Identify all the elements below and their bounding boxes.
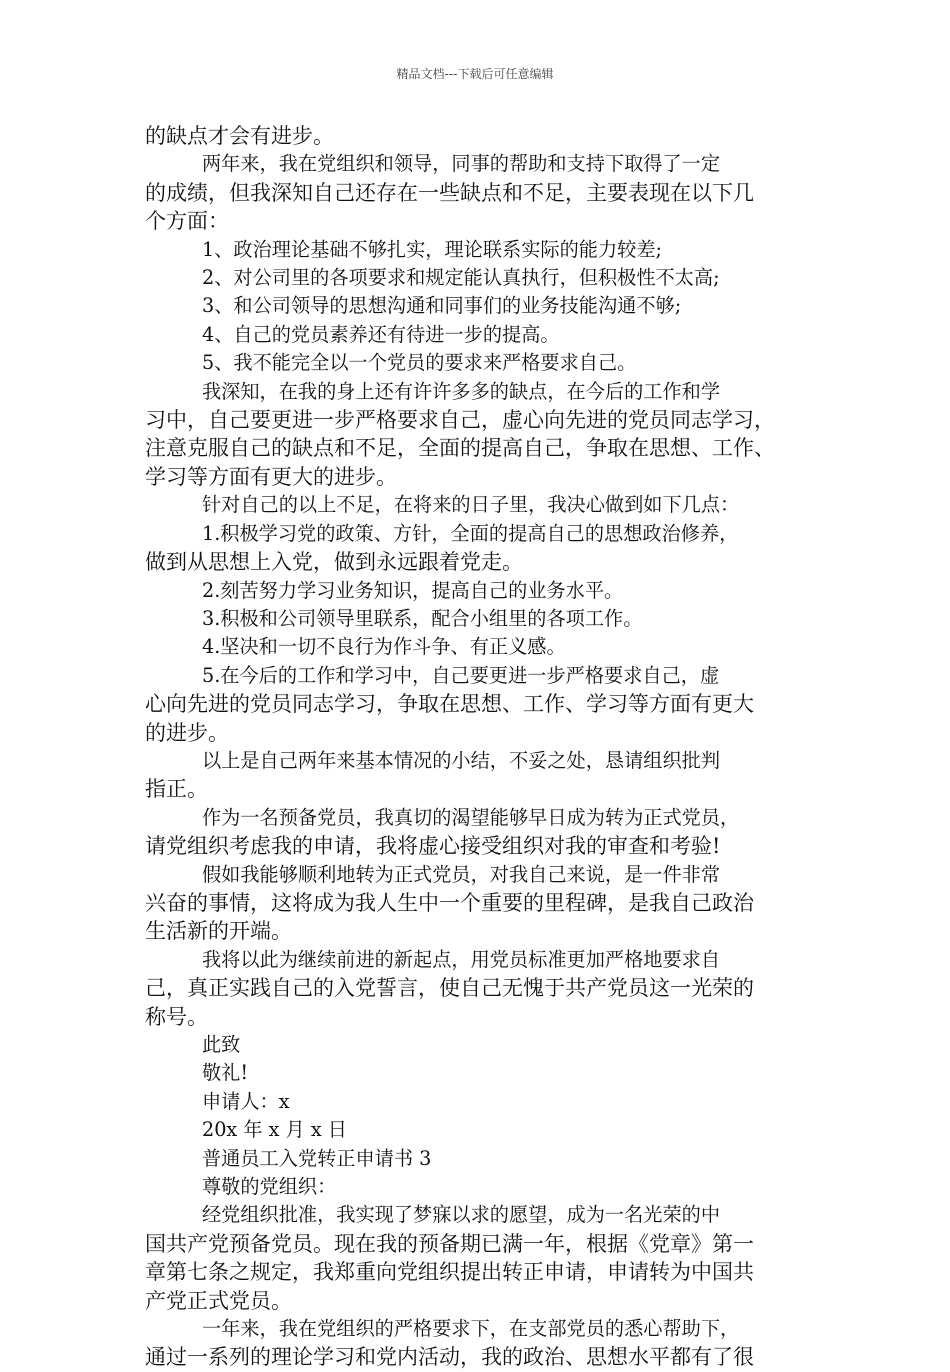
text-line: 针对自己的以上不足，在将来的日子里，我决心做到如下几点： (202, 493, 740, 517)
text-line: 学习等方面有更大的进步。 (145, 464, 397, 489)
text-line: 注意克服自己的缺点和不足，全面的提高自己，争取在思想、工作、 (145, 436, 775, 461)
text-line: 章第七条之规定，我郑重向党组织提出转正申请，申请转为中国共 (145, 1260, 754, 1285)
text-line: 请党组织考虑我的申请，我将虚心接受组织对我的审查和考验! (145, 834, 721, 859)
text-line: 5.在今后的工作和学习中，自己要更进一步严格要求自己，虚 (202, 663, 720, 687)
text-line: 1、政治理论基础不够扎实，理论联系实际的能力较差; (202, 237, 662, 261)
page-header: 精品文档---下载后可任意编辑 (396, 67, 554, 81)
text-line: 国共产党预备党员。现在我的预备期已满一年，根据《党章》第一 (145, 1231, 754, 1256)
text-line: 的缺点才会有进步。 (145, 124, 334, 148)
text-line: 4、自己的党员素养还有待进一步的提高。 (202, 322, 560, 346)
text-line: 经党组织批准，我实现了梦寐以求的愿望，成为一名光荣的中 (202, 1203, 721, 1227)
text-line: 己，真正实践自己的入党誓言，使自己无愧于共产党员这一光荣的 (145, 976, 754, 1001)
text-line: 兴奋的事情，这将成为我人生中一个重要的里程碑，是我自己政治 (145, 890, 754, 915)
text-line: 称号。 (145, 1004, 208, 1029)
text-line: 1.积极学习党的政策、方针，全面的提高自己的思想政治修养， (202, 521, 739, 545)
text-line: 3.积极和公司领导里联系，配合小组里的各项工作。 (202, 606, 643, 630)
text-line: 普通员工入党转正申请书 3 (202, 1146, 432, 1170)
text-line: 假如我能够顺利地转为正式党员，对我自己来说，是一件非常 (202, 862, 721, 886)
text-line: 2、对公司里的各项要求和规定能认真执行，但积极性不太高; (202, 266, 720, 290)
text-line: 的进步。 (145, 720, 229, 745)
text-line: 尊敬的党组织： (202, 1175, 337, 1199)
text-line: 做到从思想上入党，做到永远跟着党走。 (145, 550, 523, 575)
text-line: 4.坚决和一切不良行为作斗争、有正义感。 (202, 635, 566, 659)
text-line: 产党正式党员。 (145, 1288, 292, 1313)
text-line: 心向先进的党员同志学习，争取在思想、工作、学习等方面有更大 (145, 692, 754, 717)
text-line: 此致 (202, 1033, 241, 1056)
text-line: 5、我不能完全以一个党员的要求来严格要求自己。 (202, 351, 637, 375)
text-line: 以上是自己两年来基本情况的小结，不妥之处，恳请组织批判 (202, 748, 721, 772)
text-line: 我将以此为继续前进的新起点，用党员标准更加严格地要求自 (202, 947, 721, 971)
text-line: 我深知，在我的身上还有许许多多的缺点，在今后的工作和学 (202, 379, 721, 403)
text-line: 通过一系列的理论学习和党内活动，我的政治、思想水平都有了很 (145, 1345, 754, 1370)
text-line: 个方面： (145, 209, 229, 234)
text-line: 作为一名预备党员，我真切的渴望能够早日成为转为正式党员， (202, 805, 740, 829)
text-line: 敬礼! (202, 1061, 249, 1085)
text-line: 习中，自己要更进一步严格要求自己，虚心向先进的党员同志学习， (145, 408, 775, 433)
document-body (145, 122, 813, 1372)
text-line: 的成绩，但我深知自己还存在一些缺点和不足，主要表现在以下几 (145, 180, 754, 205)
text-line: 生活新的开端。 (145, 919, 292, 944)
text-line: 一年来，我在党组织的严格要求下，在支部党员的悉心帮助下， (202, 1317, 740, 1341)
text-line: 指正。 (145, 777, 208, 802)
text-line: 两年来，我在党组织和领导，同事的帮助和支持下取得了一定 (202, 152, 721, 176)
text-line: 申请人：x (202, 1089, 290, 1113)
text-line: 20x 年 x 月 x 日 (202, 1118, 347, 1142)
text-line: 2.刻苦努力学习业务知识，提高自己的业务水平。 (202, 578, 624, 602)
text-line: 3、和公司领导的思想沟通和同事们的业务技能沟通不够; (202, 294, 682, 318)
